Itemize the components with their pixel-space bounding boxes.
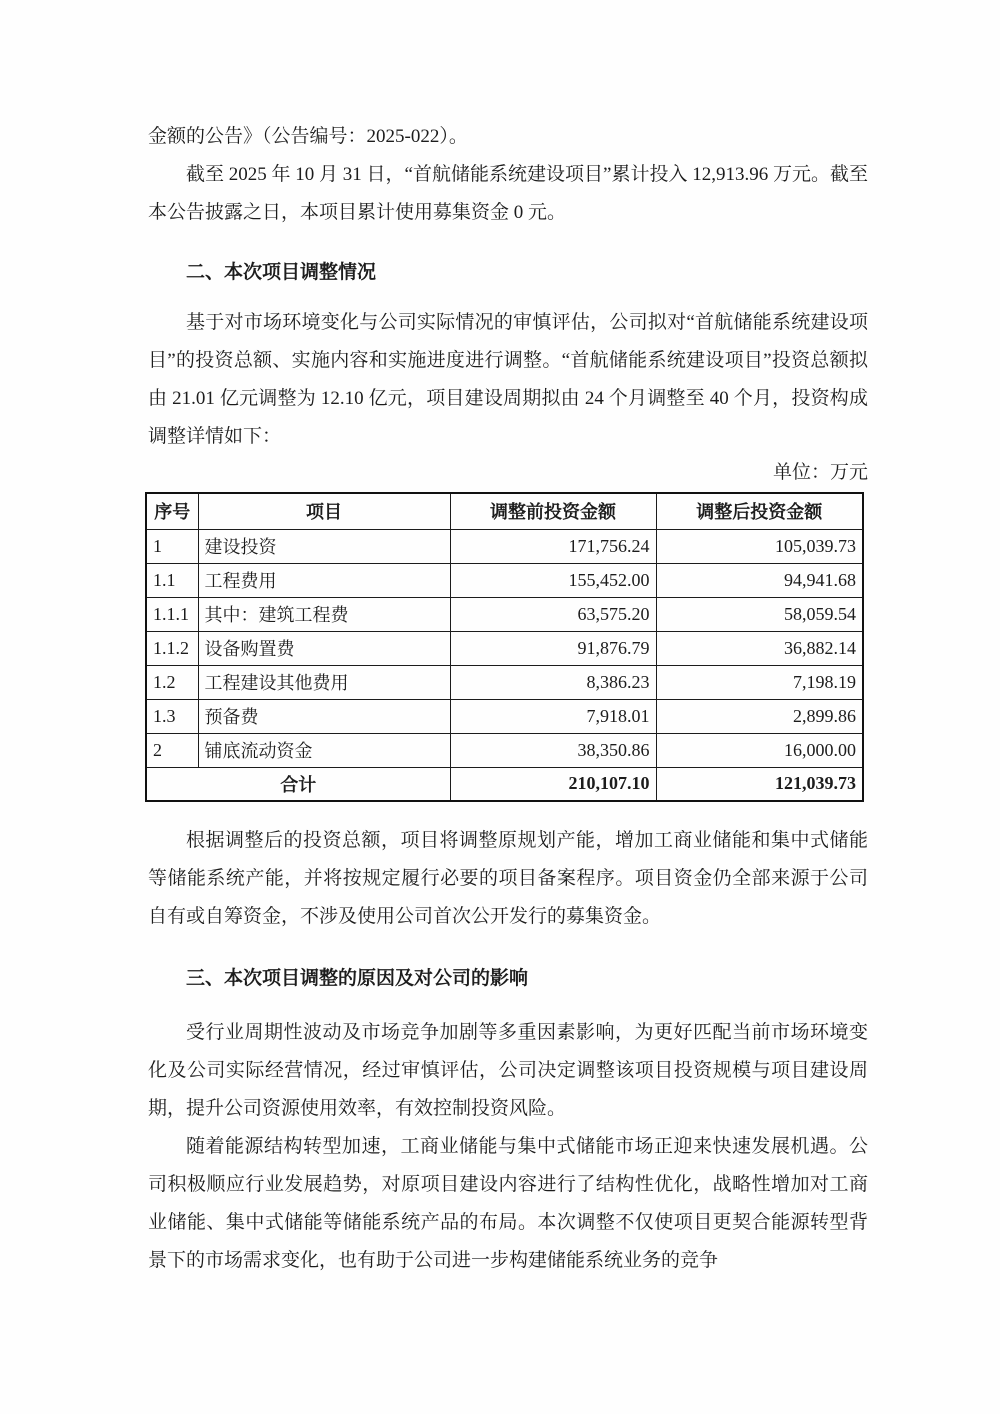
cell-no: 1: [146, 529, 198, 563]
header-cell-item: 项目: [198, 493, 450, 529]
cell-item: 设备购置费: [198, 631, 450, 665]
table-total-row: [146, 767, 863, 801]
strategy-paragraph: 随着能源结构转型加速，工商业储能与集中式储能市场正迎来快速发展机遇。公司积极顺应行业发展趋势，对原项目建设内容进行了结构性优化，战略性增加对工商业储能、集中式储能等储能系统产品的布局。本次调整不仅使项目更契合能源转型背景下的市场需求变化，也有助于公司进一步构建储能系统业务的竞争: [148, 1136, 868, 1271]
cell-item: 其中：建筑工程费: [198, 597, 450, 631]
cell-item: 预备费: [198, 699, 450, 733]
table-row: [146, 597, 863, 631]
cell-item: 工程费用: [198, 563, 450, 597]
unit-label: 单位：万元: [772, 462, 868, 483]
section2-title: 二、本次项目调整情况: [186, 262, 377, 283]
header-cell-no: 序号: [146, 493, 198, 529]
table-row: [146, 699, 863, 733]
cell-after: 105,039.73: [656, 529, 863, 563]
table-row: [146, 529, 863, 563]
progress-paragraph: 截至 2025 年 10 月 31 日，“首航储能系统建设项目”累计投入 12,913.96 万元。截至本公告披露之日，本项目累计使用募集资金 0 元。: [148, 164, 868, 223]
reason-paragraph: 受行业周期性波动及市场竞争加剧等多重因素影响，为更好匹配当前市场环境变化及公司实际经营情况，经过审慎评估，公司决定调整该项目投资规模与项目建设周期，提升公司资源使用效率，有效控制投资风险。: [148, 1022, 868, 1119]
total-after: 121,039.73: [656, 767, 863, 801]
section2-intro-paragraph: 基于对市场环境变化与公司实际情况的审慎评估，公司拟对“首航储能系统建设项目”的投资总额、实施内容和实施进度进行调整。“首航储能系统建设项目”投资总额拟由 21.01 亿元调整为 12.10 亿元，项目建设周期拟由 24 个月调整至 40 个月，投资构成调整详情如下：: [148, 312, 868, 447]
cell-no: 1.2: [146, 665, 198, 699]
continuation-paragraph: 金额的公告》（公告编号：2025-022）。: [148, 126, 468, 147]
table-row: [146, 733, 863, 767]
cell-no: 1.1: [146, 563, 198, 597]
table-header-row: [146, 493, 863, 529]
header-cell-after: 调整后投资金额: [656, 493, 863, 529]
cell-before: 91,876.79: [450, 631, 656, 665]
cell-no: 1.1.2: [146, 631, 198, 665]
cell-after: 16,000.00: [656, 733, 863, 767]
cell-after: 58,059.54: [656, 597, 863, 631]
header-cell-before: 调整前投资金额: [450, 493, 656, 529]
cell-before: 8,386.23: [450, 665, 656, 699]
cell-no: 2: [146, 733, 198, 767]
cell-before: 7,918.01: [450, 699, 656, 733]
investment-adjustment-table: [145, 492, 864, 802]
table-row: [146, 631, 863, 665]
table-row: [146, 665, 863, 699]
cell-no: 1.1.1: [146, 597, 198, 631]
total-before: 210,107.10: [450, 767, 656, 801]
cell-after: 36,882.14: [656, 631, 863, 665]
cell-no: 1.3: [146, 699, 198, 733]
section3-title: 三、本次项目调整的原因及对公司的影响: [186, 968, 529, 989]
cell-before: 155,452.00: [450, 563, 656, 597]
cell-before: 171,756.24: [450, 529, 656, 563]
cell-item: 铺底流动资金: [198, 733, 450, 767]
total-label: 合计: [146, 767, 450, 801]
cell-item: 工程建设其他费用: [198, 665, 450, 699]
table-row: [146, 563, 863, 597]
cell-before: 63,575.20: [450, 597, 656, 631]
after-table-paragraph: 根据调整后的投资总额，项目将调整原规划产能，增加工商业储能和集中式储能等储能系统产能，并将按规定履行必要的项目备案程序。项目资金仍全部来源于公司自有或自筹资金，不涉及使用公司首次公开发行的募集资金。: [148, 830, 868, 927]
cell-after: 94,941.68: [656, 563, 863, 597]
cell-item: 建设投资: [198, 529, 450, 563]
cell-before: 38,350.86: [450, 733, 656, 767]
cell-after: 2,899.86: [656, 699, 863, 733]
cell-after: 7,198.19: [656, 665, 863, 699]
